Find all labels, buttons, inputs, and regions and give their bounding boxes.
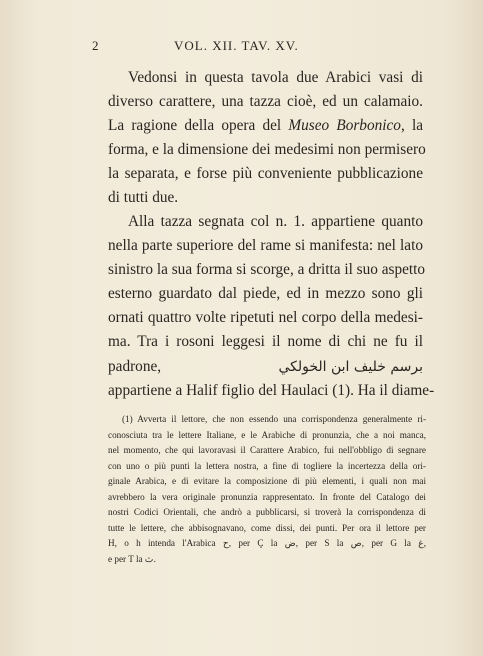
footnote-line: con uno o più punti la lettera nostra, a fine di togliere la incertezza della ori- [108,460,426,471]
footnote-line: (1) Avverta il lettore, che non essendo una corrispondenza generalmente ri- [122,414,426,424]
text-line: appartiene a Halif figlio del Haulaci (1). Ha il diame- [108,381,435,399]
footnote-line: ginale Arabica, e di evitare la composizione di più elementi, i quali non mai [108,476,426,486]
text-line: padrone, برسم خليف ابن الخولكي [108,355,423,379]
text-line: ornati quattro volte ripetuti nel corpo della medesi- [108,309,423,327]
footnote-line: H, o h intenda l'Arabica ح, per Ç la ض, per S la ص, per G la غ, [108,538,426,548]
page-number: 2 [92,38,100,53]
text-line: diverso carattere, una tazza cioè, ed un calamaio. [108,93,423,111]
volume-title: VOL. XII. TAV. XV. [174,38,299,53]
footnote-line: tutte le lettere, che abbisognavano, come dissi, dei punti. Per ora il lettore per [108,522,426,533]
paragraph-2 [108,210,435,403]
footnote-line: conosciuta tra le lettere Italiane, e le Arabiche di pronunzia, che a noi manca, [108,429,426,440]
footnote-line: avrebbero la vera originale pronunzia rappresentato. In fronte del Catalogo dei [108,491,426,502]
text-line: Vedonsi in questa tavola due Arabici vasi di [128,69,423,86]
page-header [92,38,423,54]
text-line: La ragione della opera del Museo Borbonico, la [108,117,423,135]
footnote-line: nel momento, che qui lavoravasi il Carattere Arabico, fui nell'obbligo di segnare [108,445,426,455]
arabic-inscription: برسم خليف ابن الخولكي [278,358,423,375]
footnote-line: nostri Codici Orientali, che andrò a pubblicarsi, si troverà la corrispondenza di [108,507,426,517]
text-line: di tutti due. [108,189,179,207]
text-line: forma, e la dimensione dei medesimi non permisero [108,141,426,159]
text-line: sinistro la sua forma si scorge, a dritta il suo aspetto [108,261,426,279]
footnote [108,412,426,567]
text-line: ma. Tra i rosoni leggesi il nome di chi ne fu il [108,333,423,351]
text-line: la separata, e forse più conveniente pubblicazione [108,165,423,183]
work-title: Museo Borbonico [288,117,401,135]
text-line: esterno guardato dal piede, ed in mezzo sono gli [108,285,423,303]
footnote-line: e per T la ث. [108,553,156,564]
text-line: nella parte superiore del rame si manifesta: nel lato [108,237,423,255]
text-line: Alla tazza segnata col n. 1. appartiene quanto [128,213,423,230]
paragraph-1 [108,66,426,211]
